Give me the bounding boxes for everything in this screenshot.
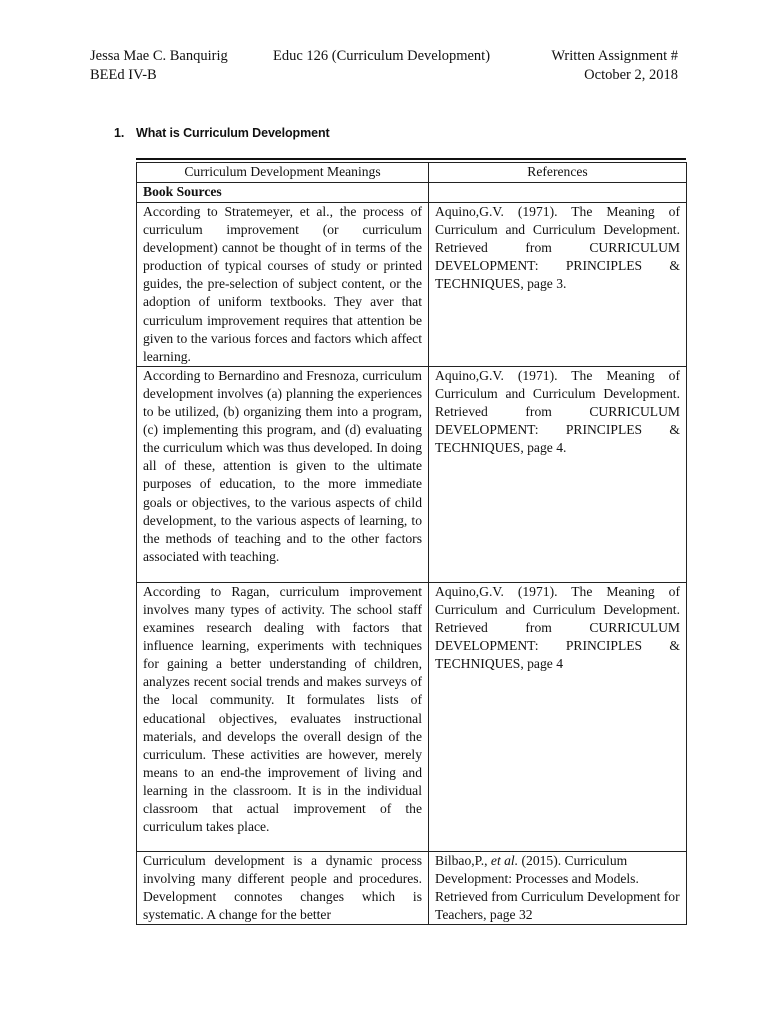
table-row [137, 851, 687, 924]
header-references: References [429, 163, 687, 183]
meaning-cell: According to Ragan, curriculum improvement involves many types of activity. The school staff examines research dealing with factors that influence learning, experiments with techniques for gaining a better understanding of children, analyzes recent social trends and makes surveys of the local community. It formulates lists of educational objectives, evaluates instructional materials, and develops the overall design of the curriculum. These activities are however, merely means to an end-the improvement of living and learning in the classroom. It is in the individual classroom that actual improvement of the curriculum takes place. [137, 582, 429, 851]
submission-date: October 2, 2018 [584, 67, 678, 83]
course-title: Educ 126 (Curriculum Development) [273, 48, 491, 64]
program-section: BEEd IV-B [90, 67, 157, 83]
header-meanings: Curriculum Development Meanings [137, 163, 429, 183]
reference-cell [429, 851, 687, 924]
question-text: What is Curriculum Development [136, 126, 330, 140]
table-top-rule [136, 158, 686, 160]
reference-cell: Aquino,G.V. (1971). The Meaning of Curriculum and Curriculum Development. Retrieved from CURRICULUM DEVELOPMENT: PRINCIPLES & TECHNIQUES, page 4. [429, 366, 687, 582]
reference-et-al: et al. [490, 852, 519, 868]
question-heading [114, 126, 330, 140]
table-row [137, 582, 687, 851]
section-row [137, 183, 687, 203]
meaning-cell: Curriculum development is a dynamic process involving many different people and procedures. Development connotes changes which is systematic. A change for the better [137, 851, 429, 924]
assignment-label: Written Assignment # [551, 48, 678, 64]
table-row [137, 366, 687, 582]
section-empty-cell [429, 183, 687, 203]
reference-cell: Aquino,G.V. (1971). The Meaning of Curriculum and Curriculum Development. Retrieved from CURRICULUM DEVELOPMENT: PRINCIPLES & TECHNIQUES, page 4 [429, 582, 687, 851]
author-name: Jessa Mae C. Banquirig [90, 48, 228, 64]
reference-details: (2015). Curriculum Development: Processes and Models. Retrieved from Curriculum Development for Teachers, page 32 [435, 852, 680, 923]
table-header-row [137, 163, 687, 183]
meanings-table [136, 162, 687, 925]
meaning-cell: According to Bernardino and Fresnoza, curriculum development involves (a) planning the experiences to be utilized, (b) organizing them into a program, (c) implementing this program, and (d) evaluating the curriculum which was thus developed. In doing all of these, attention is given to the ultimate purposes of education, to the more immediate goals or objectives, to the various aspects of child development, to the various aspects of learning, to the methods of teaching and to the other factors associated with teaching. [137, 366, 429, 582]
reference-cell: Aquino,G.V. (1971). The Meaning of Curriculum and Curriculum Development. Retrieved from CURRICULUM DEVELOPMENT: PRINCIPLES & TECHNIQUES, page 3. [429, 203, 687, 367]
meaning-cell: According to Stratemeyer, et al., the process of curriculum improvement (or curriculum development) cannot be thought of in terms of the production of typical courses of study or printed guides, the pre-selection of subject content, or the adoption of uniform textbooks. They aver that curriculum improvement requires that attention be given to the various forces and factors which affect learning. [137, 203, 429, 367]
document-header [90, 47, 678, 85]
table-row [137, 203, 687, 367]
question-number: 1. [114, 126, 125, 140]
section-label: Book Sources [137, 183, 429, 203]
reference-authors: Bilbao,P., [435, 852, 491, 868]
